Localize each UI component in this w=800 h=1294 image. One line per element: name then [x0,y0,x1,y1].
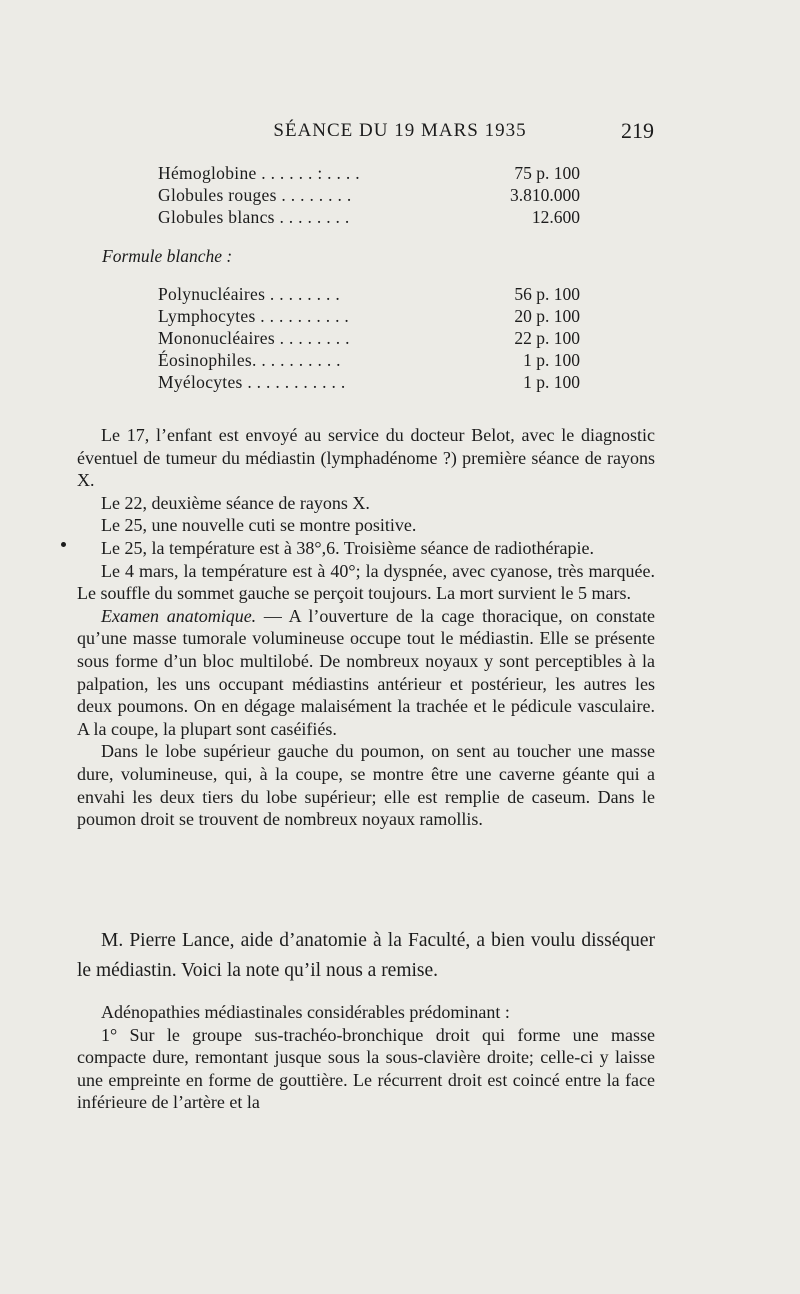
paragraph: Adénopathies médiastinales considérables prédominant : [101,1002,510,1022]
table-row [158,328,580,350]
row-value: 3.810.000 [510,185,580,205]
formule-heading: Formule blanche : [102,246,233,266]
paragraph: Dans le lobe supérieur gauche du poumon, on sent au toucher une masse dure, volumineuse, qui, à la coupe, se montre être une caverne géante qui a envahi les deux tiers du lobe supérieur; elle est remplie de caseum. Dans le poumon droit se trouvent de nombreux noyaux ramollis. [77,741,655,830]
adenopathy-section [77,1001,655,1114]
paragraph: Le 17, l’enfant est envoyé au service du docteur Belot, avec le diagnostic éventuel de tumeur du médiastin (lymphadénome ?) première séance de rayons X. [77,425,655,491]
row-label: Mononucléaires . . . . . . . . [158,328,350,348]
row-label: Hémoglobine . . . . . . : . . . . [158,163,360,183]
row-value: 1 p. 100 [523,372,580,392]
margin-dot [61,542,66,547]
header-title: SÉANCE DU 19 MARS 1935 [273,120,527,141]
paragraph: Le 22, deuxième séance de rayons X. [101,492,370,513]
paragraph-text: — A l’ouverture de la cage thoracique, on constate qu’une masse tumorale volumineuse occupe tout le médiastin. Elle se présente sous forme d’un bloc multilobé. De nombreux noyaux y sont perceptibles à la palpation, les uns occupant médiastins antérieur et postérieur, les autres les deux poumons. On en dégage malaisément la trachée et le pédicule vasculaire. A la coupe, la plupart sont caséifiés. [77,605,655,739]
table-row [158,350,580,372]
table-row [158,185,580,207]
row-value: 12.600 [531,207,580,227]
paragraph [77,605,655,741]
running-header [0,118,800,148]
row-label: Globules rouges . . . . . . . . [158,185,352,205]
row-value: 22 p. 100 [514,328,580,348]
paragraph: Le 25, une nouvelle cuti se montre positive. [101,515,417,536]
row-label: Lymphocytes . . . . . . . . . . [158,306,350,326]
paragraph: Le 25, la température est à 38°,6. Troisième séance de radiothérapie. [101,537,595,558]
row-label: Éosinophiles. . . . . . . . . . [158,350,341,370]
row-label: Myélocytes . . . . . . . . . . . [158,372,346,392]
table-row [158,163,580,185]
paragraph: Le 4 mars, la température est à 40°; la dyspnée, avec cyanose, très marquée. Le souffle du sommet gauche se perçoit toujours. La mort survient le 5 mars. [77,560,655,604]
table-row [158,284,580,306]
row-value: 20 p. 100 [514,306,580,326]
blood-count-table [158,163,580,229]
row-label: Polynucléaires . . . . . . . . [158,284,341,304]
row-value: 1 p. 100 [523,350,580,370]
table-row [158,372,580,394]
row-value: 75 p. 100 [514,163,580,183]
formule-table [158,284,580,394]
table-row [158,306,580,328]
lance-note: M. Pierre Lance, aide d’anatomie à la Faculté, a bien voulu disséquer le médiastin. Voici la note qu’il nous a remise. [77,930,655,981]
row-label: Globules blancs . . . . . . . . [158,207,350,227]
section-label: Examen anatomique. [101,605,257,626]
table-row [158,207,580,229]
paragraph: 1° Sur le groupe sus-trachéo-bronchique droit qui forme une masse compacte dure, remontant jusque sous la sous-clavière droite; celle-ci y laisse une empreinte en forme de gouttière. Le récurrent droit est coincé entre la face inférieure de l’artère et la [77,1024,655,1113]
row-value: 56 p. 100 [514,284,580,304]
case-narrative [77,424,655,831]
page-number: 219 [621,118,654,143]
